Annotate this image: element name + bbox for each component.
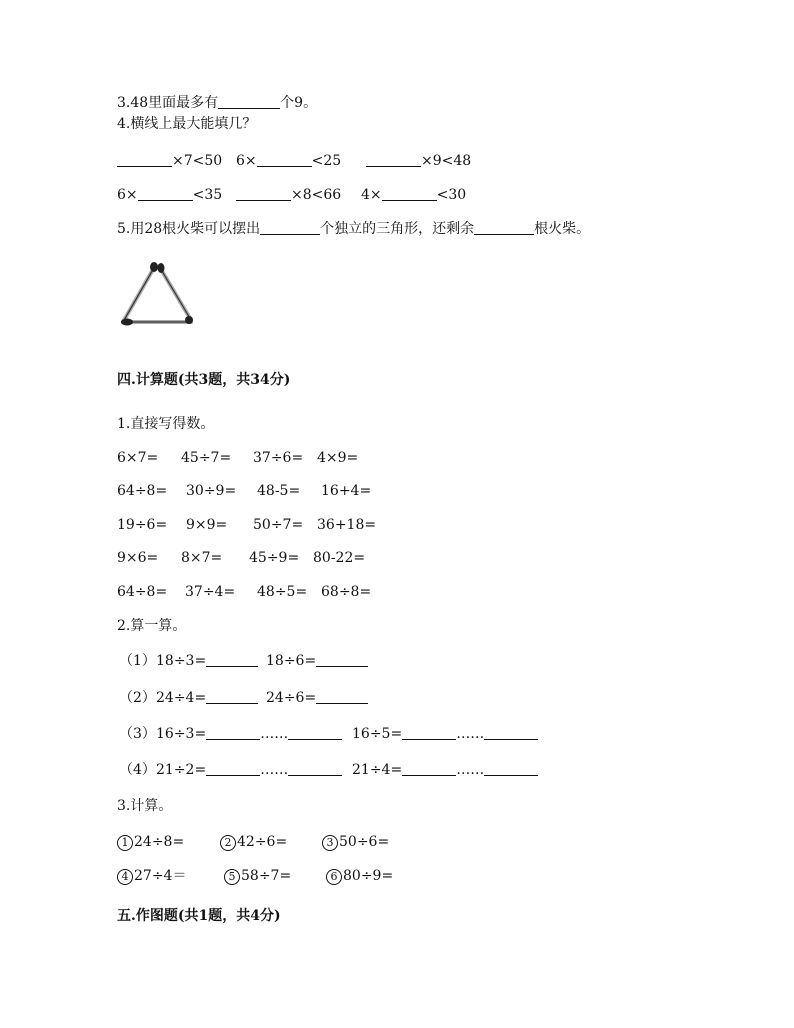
calc1-expr: 80-22= [313,550,366,566]
circled-number: 1 [117,835,133,851]
q4-item: 6× <35 [117,187,223,203]
calc3-item: 6 80÷9= [326,867,393,885]
answer-blank[interactable] [316,652,368,667]
calc1-expr: 6×7= [117,450,159,466]
section-heading: 四.计算题(共3题，共34分) [117,372,291,388]
q4-item: ×8<66 [236,186,341,204]
answer-blank[interactable] [288,761,342,776]
q4-item: ×7<50 [117,152,222,170]
circled-number: 5 [224,869,240,885]
answer-blank[interactable] [236,186,291,201]
q4-title: 4.横线上最大能填几？ [117,116,257,132]
answer-blank[interactable] [316,689,368,704]
answer-blank[interactable] [474,220,534,235]
calc2-item: 18÷6= [266,652,368,670]
calc3-item: 3 50÷6= [322,833,389,851]
calc2-item: （4） [119,762,156,778]
calc1-expr: 37÷6= [253,450,304,466]
calc2-item: 21÷4= …… [352,761,538,779]
calc3-item: 5 58÷7= [224,867,291,885]
answer-blank[interactable] [402,725,456,740]
calc1-expr: 64÷8= [117,584,168,600]
section-heading: 五.作图题(共1题，共4分) [117,908,281,924]
calc1-expr: 48-5= [257,483,301,499]
answer-blank[interactable] [206,652,258,667]
answer-blank[interactable] [484,725,538,740]
matchstick-triangle-image [115,258,200,333]
q3-line: 3.48里面最多有 个9。 [117,95,318,111]
calc1-expr: 37÷4= [185,584,236,600]
calc1-expr: 48÷5= [257,584,308,600]
answer-blank[interactable] [206,761,260,776]
calc2-item: 16÷5= …… [352,725,538,743]
calc2-item: （1） [119,653,156,669]
calc3-item: 1 24÷8= [117,833,184,851]
answer-blank[interactable] [138,186,193,201]
calc2-item: （2） [119,690,156,706]
calc1-expr: 9×6= [117,550,159,566]
calc1-expr: 68÷8= [321,584,372,600]
calc1-expr: 19÷6= [117,517,168,533]
calc1-expr: 36+18= [317,517,377,533]
q4-item: 6× <25 [236,153,342,169]
calc3-item: 2 42÷6= [220,833,287,851]
calc2-item: 24÷6= [266,689,368,707]
answer-blank[interactable] [484,761,538,776]
circled-number: 6 [326,869,342,885]
calc2-item: 24÷4= [156,689,258,707]
calc1-expr: 30÷9= [186,483,237,499]
calc1-expr: 45÷9= [249,550,300,566]
answer-blank[interactable] [260,220,320,235]
circled-number: 3 [322,835,338,851]
calc2-item: （3） [119,726,156,742]
answer-blank[interactable] [257,152,312,167]
answer-blank[interactable] [288,725,342,740]
answer-blank[interactable] [206,725,260,740]
calc1-title: 1.直接写得数。 [117,416,215,432]
answer-blank[interactable] [218,94,280,109]
calc2-item: 16÷3= …… [156,725,342,743]
answer-blank[interactable] [117,152,172,167]
calc2-item: 21÷2= …… [156,761,342,779]
calc2-title: 2.算一算。 [117,618,187,634]
calc2-item: 18÷3= [156,652,258,670]
calc1-expr: 45÷7= [181,450,232,466]
answer-blank[interactable] [206,689,258,704]
calc1-expr: 16+4= [321,483,372,499]
calc1-expr: 8×7= [181,550,223,566]
calc1-expr: 50÷7= [253,517,304,533]
answer-blank[interactable] [382,186,437,201]
circled-number: 2 [220,835,236,851]
calc3-item: 4 27÷4＝ [117,867,186,885]
calc1-expr: 64÷8= [117,483,168,499]
answer-blank[interactable] [402,761,456,776]
calc1-expr: 9×9= [186,517,228,533]
answer-blank[interactable] [366,152,421,167]
q5-line: 5.用28根火柴可以摆出 个独立的三角形，还剩余 根火柴。 [117,221,591,237]
q4-item: ×9<48 [366,152,471,170]
calc3-title: 3.计算。 [117,798,173,814]
q4-item: 4× <30 [361,187,467,203]
circled-number: 4 [117,869,133,885]
calc1-expr: 4×9= [317,450,359,466]
